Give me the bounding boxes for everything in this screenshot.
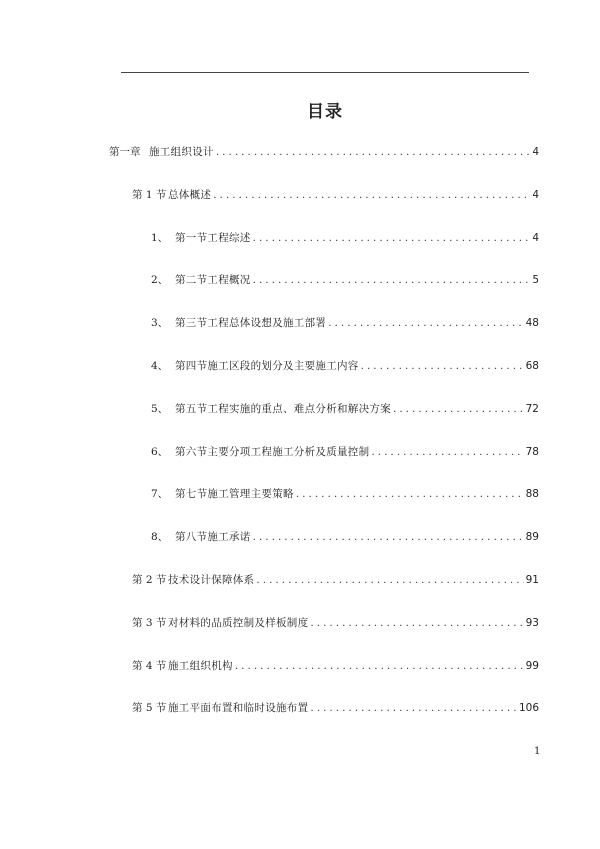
toc-entry-prefix: 6、: [151, 446, 169, 458]
toc-entry-label: 第五节工程实施的重点、难点分析和解决方案: [175, 403, 391, 415]
toc-entry-page: 93: [525, 617, 539, 629]
toc-entry-prefix: 3、: [151, 317, 169, 329]
toc-entry[interactable]: [151, 486, 539, 502]
toc-entry[interactable]: [132, 700, 539, 716]
toc-entry[interactable]: [132, 187, 539, 203]
toc-entry-page: 4: [532, 189, 539, 201]
toc-entry-label: 施工组织机构: [168, 660, 233, 672]
header-rule: [121, 72, 529, 73]
toc-entry[interactable]: [151, 358, 539, 374]
toc-entry-page: 5: [532, 274, 539, 286]
toc-entry-prefix: 第 2 节: [132, 574, 167, 586]
toc-entry-prefix: 8、: [151, 531, 169, 543]
toc-leader-dots: [253, 529, 524, 545]
toc-leader-dots: [235, 658, 524, 674]
toc-entry-prefix: 7、: [151, 488, 169, 500]
toc-entry-prefix: 4、: [151, 360, 169, 372]
toc-entry-label: 第三节工程总体设想及施工部署: [175, 317, 327, 329]
toc-entry-prefix: 第 5 节: [132, 702, 167, 714]
toc-leader-dots: [256, 572, 523, 588]
toc-leader-dots: [328, 315, 523, 331]
toc-leader-dots: [216, 144, 531, 160]
toc-entry-page: 88: [525, 488, 539, 500]
toc-leader-dots: [253, 230, 531, 246]
toc-entry[interactable]: [151, 401, 539, 417]
toc-entry[interactable]: [151, 444, 539, 460]
toc-entry-label: 第八节施工承诺: [175, 531, 251, 543]
toc-entry-page: 72: [525, 403, 539, 415]
toc-entry[interactable]: [132, 658, 539, 674]
toc-entry-page: 89: [525, 531, 539, 543]
toc-entry-prefix: 第一章: [109, 146, 141, 158]
toc-entry-page: 4: [532, 232, 539, 244]
toc-entry-page: 48: [525, 317, 539, 329]
toc-leader-dots: [310, 700, 517, 716]
toc-leader-dots: [310, 615, 523, 631]
toc-entry-prefix: 第 3 节: [132, 617, 167, 629]
toc-entry[interactable]: [132, 615, 539, 631]
toc-entry-page: 68: [525, 360, 539, 372]
toc-title: 目录: [307, 102, 343, 122]
toc-entry-prefix: 1、: [151, 232, 169, 244]
toc-entry[interactable]: [109, 144, 539, 160]
toc-leader-dots: [253, 272, 531, 288]
toc-entry-page: 106: [518, 702, 539, 714]
toc-leader-dots: [361, 358, 524, 374]
toc-leader-dots: [393, 401, 524, 417]
toc-entry[interactable]: [132, 572, 539, 588]
toc-entry[interactable]: [151, 272, 539, 288]
toc-entry-label: 总体概述: [168, 189, 212, 201]
toc-leader-dots: [296, 486, 524, 502]
toc-leader-dots: [371, 444, 523, 460]
toc-entry-label: 第二节工程概况: [175, 274, 251, 286]
toc-leader-dots: [213, 187, 530, 203]
toc-entry-page: 91: [525, 574, 539, 586]
toc-entry-page: 78: [525, 446, 539, 458]
toc-entry-prefix: 第 4 节: [132, 660, 167, 672]
toc-entry[interactable]: [151, 315, 539, 331]
toc-entry-label: 第一节工程综述: [175, 232, 251, 244]
page-number: 1: [534, 746, 541, 757]
toc-entry-prefix: 2、: [151, 274, 169, 286]
toc-entry-page: 4: [532, 146, 539, 158]
toc-entry-label: 技术设计保障体系: [168, 574, 255, 586]
toc-entry-prefix: 5、: [151, 403, 169, 415]
toc-entry-label: 施工平面布置和临时设施布置: [168, 702, 309, 714]
toc-entry-prefix: 第 1 节: [132, 189, 167, 201]
toc-entry-label: 施工组织设计: [149, 146, 214, 158]
toc-entry-label: 第六节主要分项工程施工分析及质量控制: [175, 446, 370, 458]
toc-entry[interactable]: [151, 230, 539, 246]
toc-entry-label: 第七节施工管理主要策略: [175, 488, 294, 500]
toc-entry-page: 99: [525, 660, 539, 672]
toc-entry-label: 对材料的品质控制及样板制度: [168, 617, 309, 629]
toc-entry[interactable]: [151, 529, 539, 545]
toc-entry-label: 第四节施工区段的划分及主要施工内容: [175, 360, 359, 372]
